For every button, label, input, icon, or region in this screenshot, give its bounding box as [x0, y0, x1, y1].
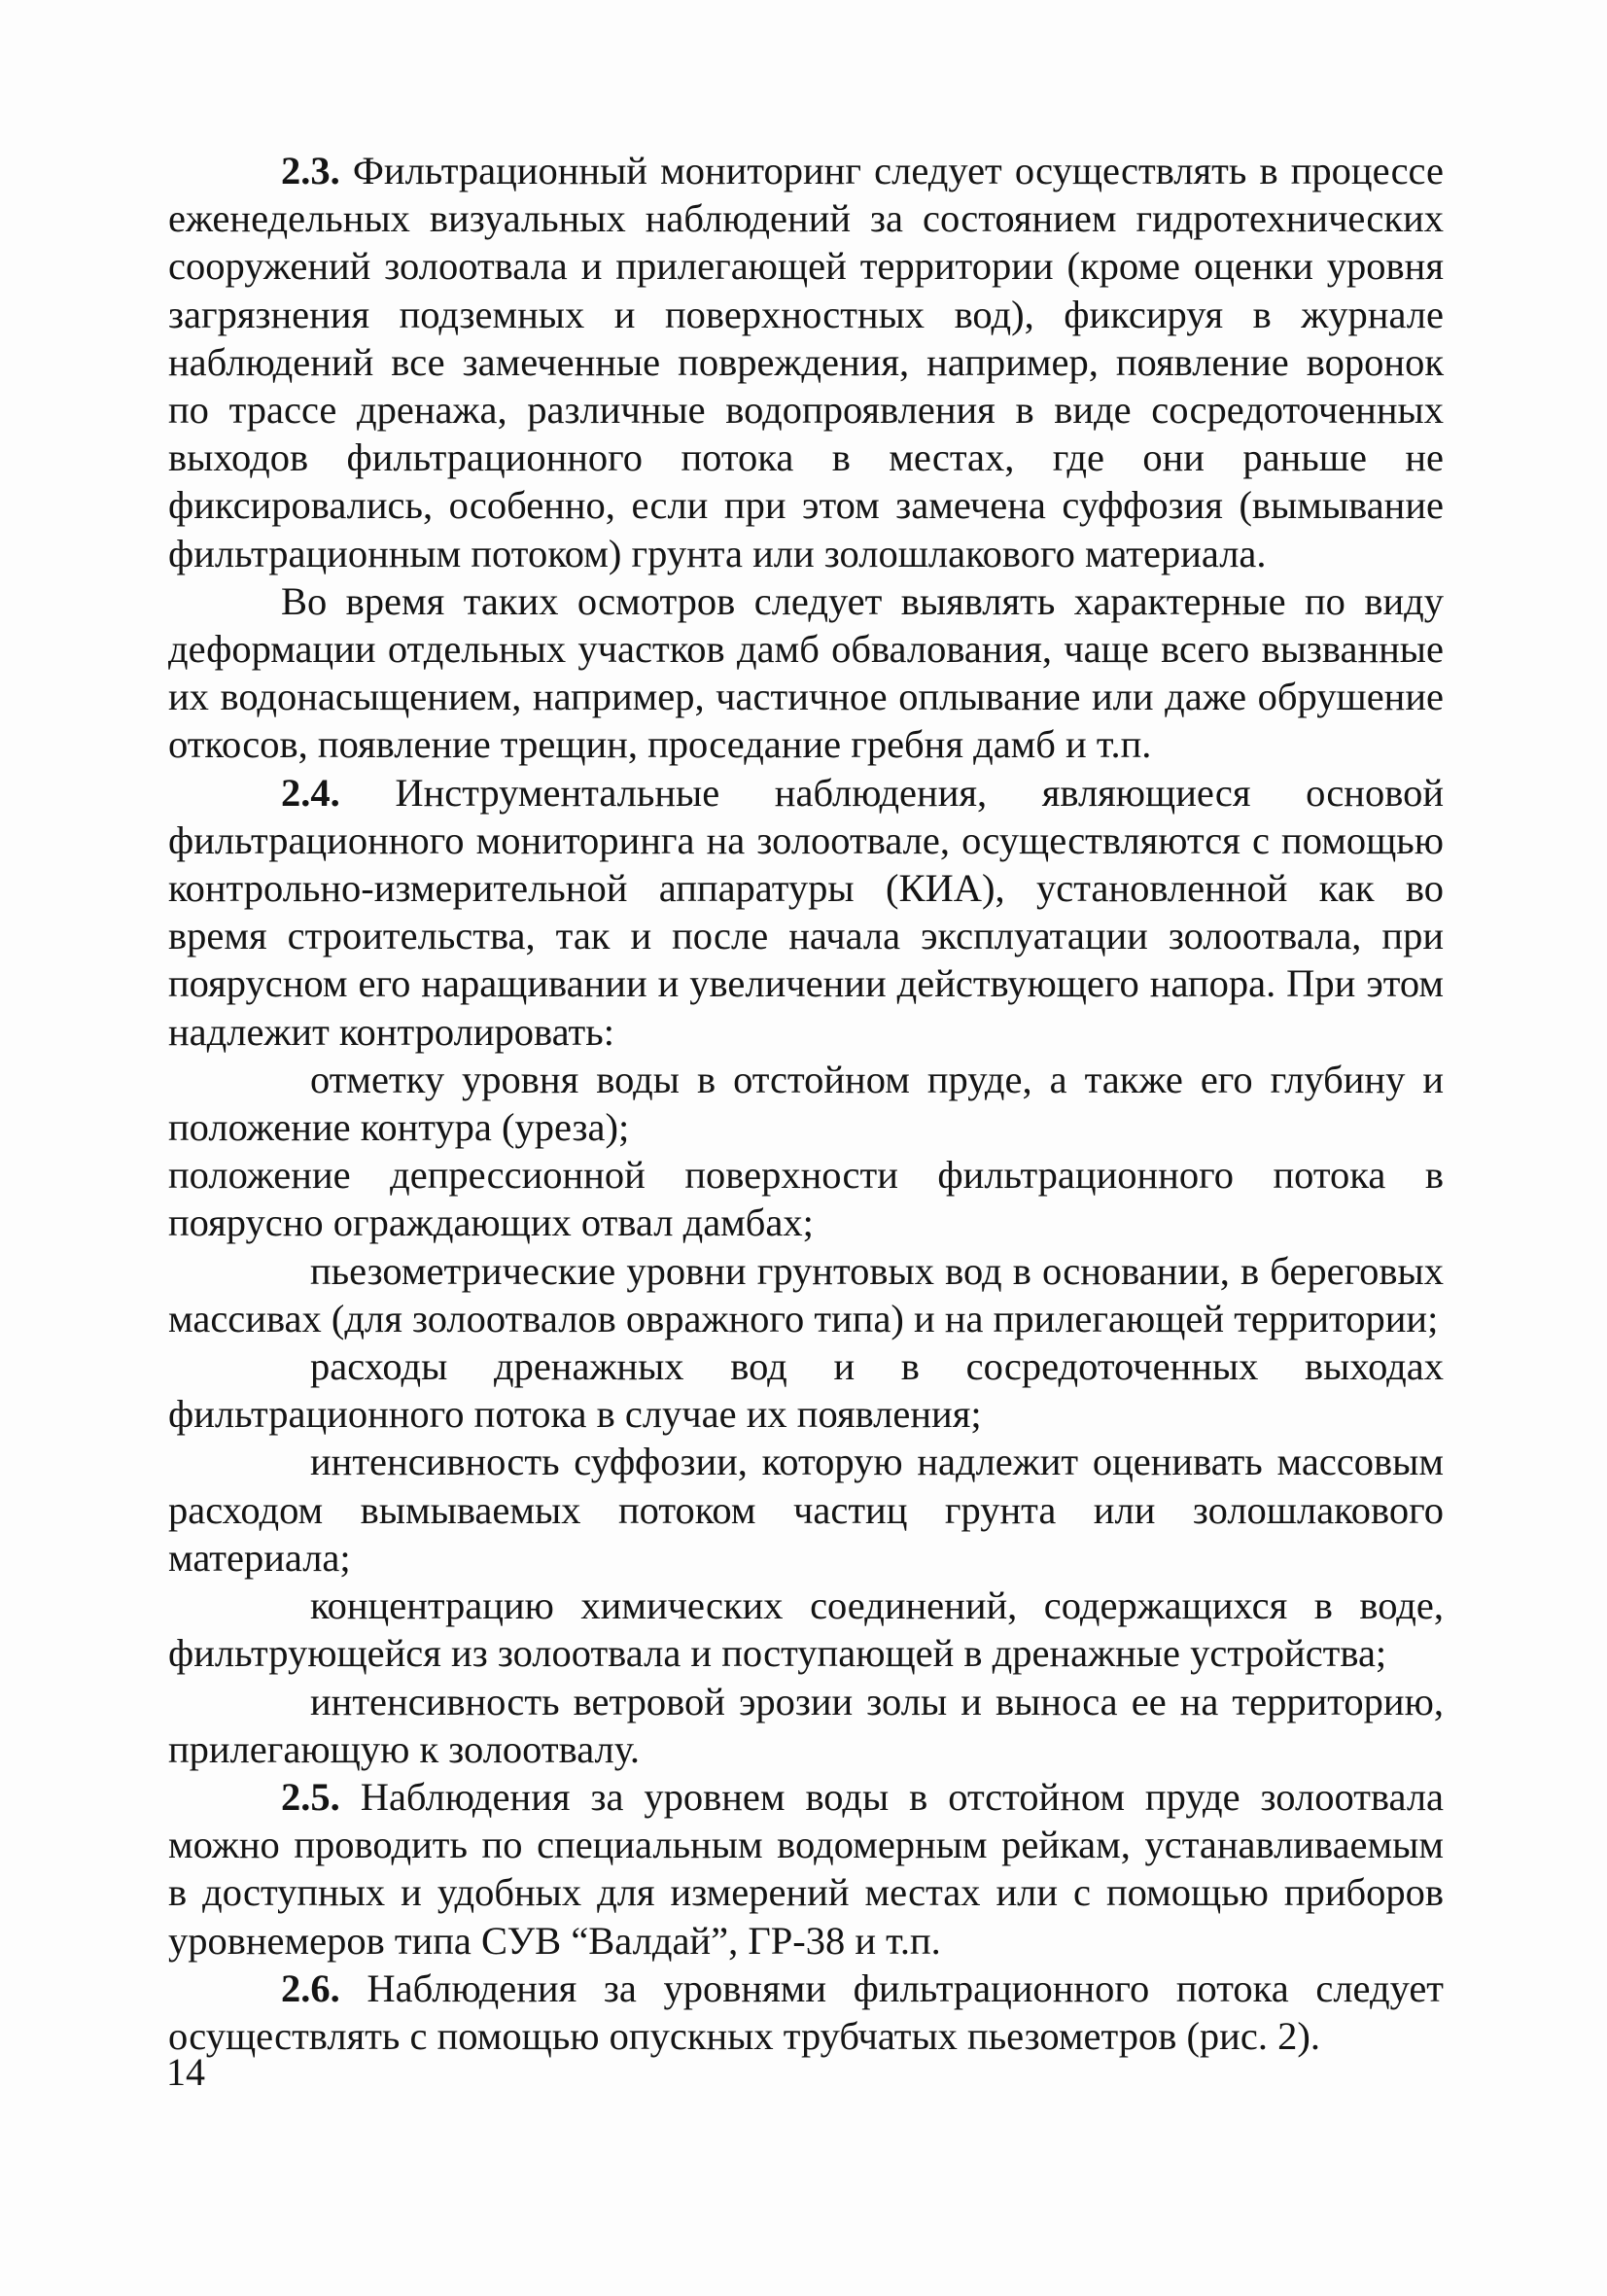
page-body — [168, 147, 1444, 2060]
paragraph-inspection — [168, 577, 1444, 769]
paragraph-text: Во время таких осмотров следует выявлять характерные по виду деформации отдельных участков дамб обвалования, чаще всего вызванные их водонасыщением, например, частичное оплывание или даже обрушение откосов, появление трещин, проседание гребня дамб и т.п. — [168, 578, 1444, 767]
list-item: расходы дренажных вод и в сосредоточенных выходах фильтрационного потока в случае их появления; — [168, 1344, 1444, 1437]
list-item: интенсивность ветровой эрозии золы и выноса ее на территорию, прилегающую к золоотвалу. — [168, 1679, 1444, 1771]
paragraph-text: Инструментальные наблюдения, являющиеся основой фильтрационного мониторинга на золоотвале, осуществляются с помощью контрольно-измерительной аппаратуры (КИА), установленной как во время строительства, так и после начала эксплуатации золоотвала, при поярусном его наращивании и увеличении действующего напора. При этом надлежит контролировать: — [168, 770, 1444, 1054]
list-item: отметку уровня воды в отстойном пруде, а также его глубину и положение контура (уреза); — [168, 1057, 1444, 1150]
paragraph-2-3 — [168, 147, 1444, 577]
section-number: 2.4. — [281, 770, 340, 815]
paragraph-text: Наблюдения за уровнями фильтрационного потока следует осуществлять с помощью опускных трубчатых пьезометров (рис. 2). — [168, 1966, 1444, 2058]
paragraph-text: Наблюдения за уровнем воды в отстойном пруде золоотвала можно проводить по специальным водомерным рейкам, устанавливаемым в доступных и удобных для измерений местах или с помощью приборов уровнемеров типа СУВ “Валдай”, ГР-38 и т.п. — [168, 1774, 1445, 1963]
list-item: концентрацию химических соединений, содержащихся в воде, фильтрующейся из золоотвала и поступающей в дренажные устройства; — [168, 1583, 1444, 1676]
list-item: интенсивность суффозии, которую надлежит оценивать массовым расходом вымываемых потоком частиц грунта или золошлакового материала; — [168, 1440, 1444, 1580]
section-number: 2.5. — [281, 1774, 340, 1819]
section-number: 2.6. — [281, 1966, 340, 2010]
list-item: положение депрессионной поверхности фильтрационного потока в поярусно ограждающих отвал дамбах; — [168, 1153, 1444, 1245]
list-item: пьезометрические уровни грунтовых вод в основании, в береговых массивах (для золоотвалов овражного типа) и на прилегающей территории; — [168, 1248, 1444, 1340]
section-number: 2.3. — [281, 149, 340, 192]
paragraph-2-4 — [168, 769, 1444, 1056]
page-number: 14 — [166, 2050, 205, 2094]
paragraph-2-6 — [168, 1965, 1444, 2060]
paragraph-text: Фильтрационный мониторинг следует осуществлять в процессе еженедельных визуальных наблюдений за состоянием гидротехнических сооружений золоотвала и прилегающей территории (кроме оценки уровня загрязнения подземных и поверхностных вод), фиксируя в журнале наблюдений все замеченные повреждения, например, появление воронок по трассе дренажа, различные водопроявления в виде сосредоточенных выходов фильтрационного потока в местах, где они раньше не фиксировались, особенно, если при этом замечена суффозия (вымывание фильтрационным потоком) грунта или золошлакового материала. — [168, 149, 1444, 575]
paragraph-2-5 — [168, 1773, 1444, 1965]
